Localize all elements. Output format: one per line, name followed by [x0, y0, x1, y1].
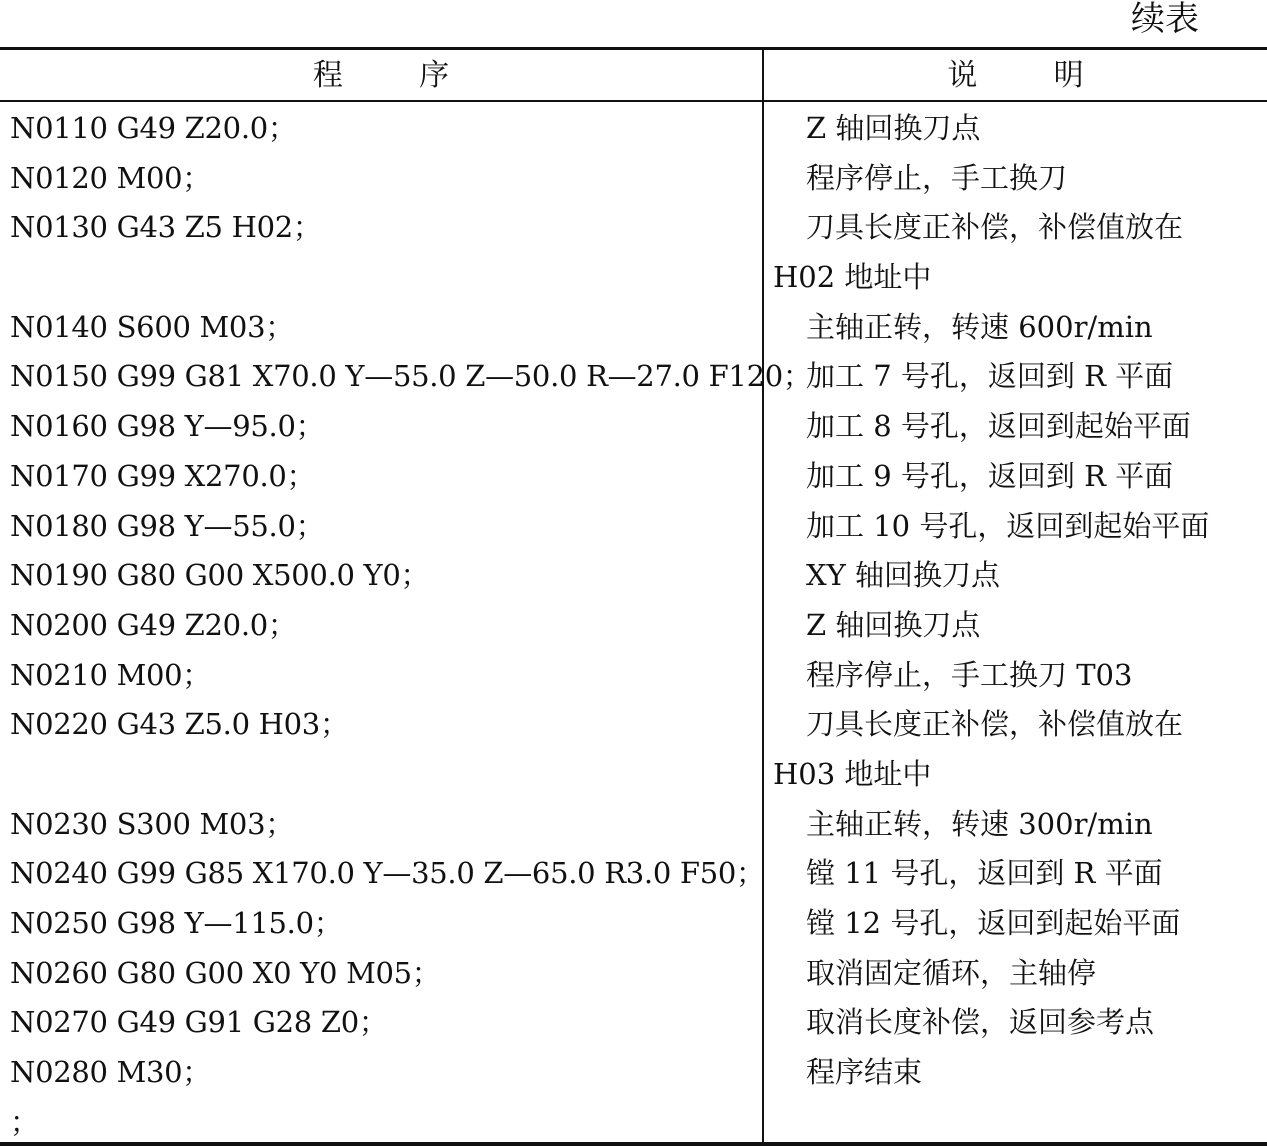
description-cell: 加工 10 号孔，返回到起始平面: [806, 508, 1210, 543]
description-cell: H03 地址中: [773, 756, 932, 791]
header-description-label: 说 明: [947, 58, 1084, 93]
table-row: [0, 551, 1267, 601]
program-cell: N0180 G98 Y—55.0；: [10, 508, 325, 543]
program-cell: N0210 M00；: [10, 657, 211, 692]
description-cell: 程序停止，手工换刀 T03: [806, 657, 1133, 692]
program-cell: N0220 G43 Z5.0 H03；: [10, 707, 349, 742]
table-row: [0, 452, 1267, 502]
program-cell: N0230 S300 M03；: [10, 806, 294, 841]
program-cell: N0270 G49 G91 G28 Z0；: [10, 1005, 388, 1040]
program-cell: N0140 S600 M03；: [10, 309, 294, 344]
description-cell: Z 轴回换刀点: [806, 607, 981, 642]
description-cell: 取消固定循环，主轴停: [806, 955, 1097, 990]
description-cell: 主轴正转，转速 300r/min: [806, 806, 1153, 841]
description-cell: 加工 8 号孔，返回到起始平面: [806, 409, 1191, 444]
table-row: [0, 154, 1267, 204]
header-program: [0, 52, 762, 100]
description-cell: Z 轴回换刀点: [806, 111, 981, 145]
table-row: [0, 750, 1267, 800]
description-cell: 加工 9 号孔，返回到 R 平面: [806, 458, 1174, 493]
program-cell: N0170 G99 X270.0；: [10, 458, 316, 493]
program-cell: N0130 G43 Z5 H02；: [10, 210, 322, 245]
header-program-label: 程 序: [312, 58, 450, 93]
program-cell: N0280 M30；: [10, 1055, 211, 1090]
program-cell: N0240 G99 G85 X170.0 Y—35.0 Z—65.0 R3.0 F50；: [10, 856, 765, 891]
table-row: [0, 949, 1267, 999]
table-row: [0, 800, 1267, 850]
program-cell: N0110 G49 Z20.0；: [10, 111, 297, 145]
table-row: [0, 402, 1267, 452]
description-cell: 镗 12 号孔，返回到起始平面: [806, 906, 1181, 940]
table-row: [0, 849, 1267, 899]
description-cell: 刀具长度正补偿，补偿值放在: [806, 210, 1184, 245]
description-cell: 主轴正转，转速 600r/min: [806, 309, 1153, 344]
table-row: [0, 998, 1267, 1048]
description-cell: H02 地址中: [773, 260, 932, 295]
description-cell: 程序停止，手工换刀: [806, 160, 1068, 195]
description-cell: XY 轴回换刀点: [806, 558, 1001, 593]
program-cell: N0260 G80 G00 X0 Y0 M05；: [10, 955, 441, 990]
program-cell: N0200 G49 Z20.0；: [10, 607, 297, 642]
table-row: [0, 253, 1267, 303]
program-cell: N0150 G99 G81 X70.0 Y—55.0 Z—50.0 R—27.0 F120；: [10, 359, 812, 394]
description-cell: 程序结束: [806, 1055, 923, 1090]
table-row: [0, 352, 1267, 402]
table-row: [0, 104, 1267, 154]
table-top-rule: [0, 47, 1267, 50]
table-row: [0, 651, 1267, 701]
table-row: [0, 203, 1267, 253]
table-body: [0, 104, 1267, 1147]
header-description: [764, 52, 1267, 100]
table-row: [0, 303, 1267, 353]
continued-table-label: 续表: [1131, 0, 1199, 39]
description-cell: 加工 7 号孔，返回到 R 平面: [806, 359, 1174, 394]
program-cell: N0250 G98 Y—115.0；: [10, 906, 343, 940]
program-cell: N0160 G98 Y—95.0；: [10, 409, 325, 444]
program-cell: N0190 G80 G00 X500.0 Y0；: [10, 558, 430, 593]
table-row: [0, 601, 1267, 651]
table-row: [0, 899, 1267, 949]
table-row: [0, 502, 1267, 552]
table-row: [0, 1098, 1267, 1147]
description-cell: 刀具长度正补偿，补偿值放在: [806, 707, 1184, 742]
table-bottom-rule: [0, 1142, 1267, 1146]
description-cell: 镗 11 号孔，返回到 R 平面: [806, 856, 1163, 891]
program-cell: N0120 M00；: [10, 160, 211, 195]
header-rule: [0, 100, 1267, 102]
program-cell: ；: [10, 1104, 39, 1139]
description-cell: 取消长度补偿，返回参考点: [806, 1005, 1155, 1040]
table-row: [0, 700, 1267, 750]
table-row: [0, 1048, 1267, 1098]
